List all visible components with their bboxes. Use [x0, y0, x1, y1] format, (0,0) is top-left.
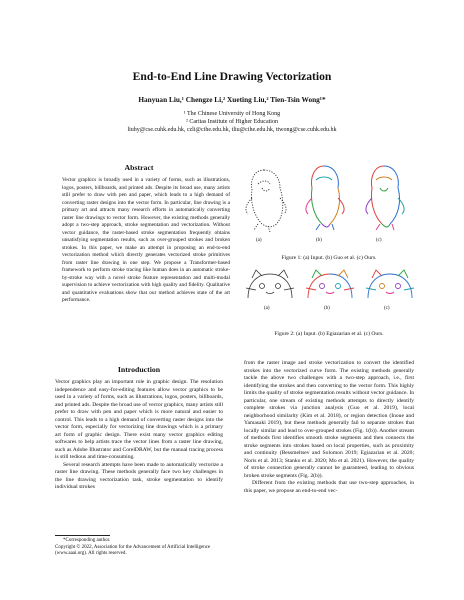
- figure-1-input-drawing: [246, 170, 286, 232]
- paper-title: End-to-End Line Drawing Vectorization: [132, 70, 332, 83]
- figure-2-drawings: [244, 268, 419, 304]
- figure-2-label-a: (a): [264, 306, 270, 311]
- figure-1-caption: Figure 1: (a) Input. (b) Guo et al. (c) Ours.: [281, 255, 377, 261]
- figure-2-caption: Figure 2: (a) Input. (b) Egiazarian et al. (c) Ours.: [274, 331, 384, 337]
- affiliations: [0, 110, 464, 134]
- figure-2-input-drawing: [246, 270, 294, 298]
- figure-1-drawings: [244, 158, 419, 238]
- figure-2-label-b: (b): [324, 306, 330, 311]
- affiliation-1: ¹ The Chinese University of Hong Kong: [183, 111, 281, 117]
- intro-paragraph-2: Several research attempts have been made to automatically vectorize a raster line drawing. These methods generally face two key challenges in the line drawing vectorization task, stroke segmentation to identify individual strokes: [55, 461, 223, 490]
- figure-1-label-a: (a): [256, 238, 262, 243]
- intro-paragraph-3: from the raster image and stroke vectorization to convert the identified strokes into the vectorized curve form. The existing methods generally tackle the above two challenges with a two-step approach, i.e., first identifying the strokes and then converting to the vector form. This highly limits the quality of stroke segmentation results without vector guidance. In particular, one stream of existing methods attempts to directly identify complete strokes via junction analysis (Guo et al. 2019), local neighborhood similarity (Kim et al. 2018), or region detection (Inoue and Yamasaki 2019), but these methods generally fail to separate strokes that locally similar and lead to over-grouped strokes (Fig. 1(b)). Another stream of methods first identifies smooth stroke segments and then connects the stroke segments into strokes based on local properties, such as proximity and continuity (Bessmeltsev and Solomon 2019; Egiazarian et al. 2020; Noris et al. 2013; Stanko et al. 2020; Mo et al. 2021). However, the quality of stroke connection generally cannot be guaranteed, leading to obvious broken stroke segments (Fig. 2(b)).: [244, 360, 414, 479]
- footnote-rule: [55, 535, 110, 536]
- abstract-heading: Abstract: [124, 163, 154, 172]
- figure-2: [244, 268, 419, 318]
- intro-paragraph-1: Vector graphics play an important role in graphic design. The resolution independence and easy-for-editing features allow vector graphics to be used in a variety of forms, such as illustrations, logos, posters, billboards, and printed ads. Despite the broad use of vector graphics, many artists still prefer to draw with pen and paper which is more natural and easier to control. This leads to a high demand of converting raster designs into the vector form, especially for vectorizing line drawings which is a primary art form of graphic design. There exist many vector graphics editing softwares to help artists trace the vector lines from a raster line drawing, such as Adobe Illustrator and CorelDRAW, but the manual tracing process is still tedious and time-consuming.: [55, 379, 223, 460]
- figure-2-ours-drawing: [366, 270, 414, 298]
- figure-1: [244, 158, 419, 254]
- figure-2-egiazarian-drawing: [306, 270, 354, 298]
- introduction-left-text: [55, 379, 223, 492]
- corresponding-author-note: *Corresponding author.: [63, 538, 111, 543]
- figure-1-guo-drawing: [306, 166, 344, 230]
- figure-1-label-b: (b): [316, 238, 322, 243]
- figure-2-label-c: (c): [384, 306, 390, 311]
- introduction-right-text: [244, 360, 414, 495]
- author-list: Hanyuan Liu,¹ Chengze Li,² Xueting Liu,² Tien-Tsin Wong¹*: [138, 95, 326, 104]
- footnote: [55, 535, 223, 558]
- introduction-heading: Introduction: [117, 365, 161, 374]
- copyright-note: Copyright © 2022, Association for the Advancement of Artificial Intelligence (www.aaai.org). All rights reserved.: [55, 544, 211, 557]
- figure-1-ours-drawing: [366, 166, 404, 230]
- figure-1-label-c: (c): [376, 238, 382, 243]
- abstract-text: Vector graphics is broadly used in a variety of forms, such as illustrations, logos, posters, billboards, and printed ads. Despite its broad use, many artists still prefer to draw with pen and paper, which leads to a high demand of converting raster designs into the vector form. In particular, line drawing is a primary art and attracts many research efforts in automatically converting raster line drawings to vector form. However, the existing methods generally adopt a two-step approach, stroke segmentation and vectorization. Without vector guidance, the raster-based stroke segmentation frequently obtains unsatisfying segmentation results, such as over-grouped strokes and broken strokes. In this paper, we make an attempt in proposing an end-to-end vectorization method which directly generates vectorized stroke primitives from raster line drawing in one step. We propose a Transformer-based framework to perform stroke tracing like human does in an automatic stroke-by-stroke way with a novel stroke feature representation and multi-modal supervision to achieve vectorization with high quality and fidelity. Qualitative and quantitative evaluations show that our method achieves state of the art performance.: [62, 177, 230, 303]
- author-emails: liuhy@cse.cuhk.edu.hk, czli@cihe.edu.hk, tliu@cihe.edu.hk, ttwong@cse.cuhk.edu.hk: [127, 127, 337, 133]
- affiliation-2: ² Caritas Institute of Higher Education: [186, 119, 278, 125]
- intro-paragraph-4: Different from the existing methods that use two-step approaches, in this paper, we propose an end-to-end vec-: [244, 480, 414, 494]
